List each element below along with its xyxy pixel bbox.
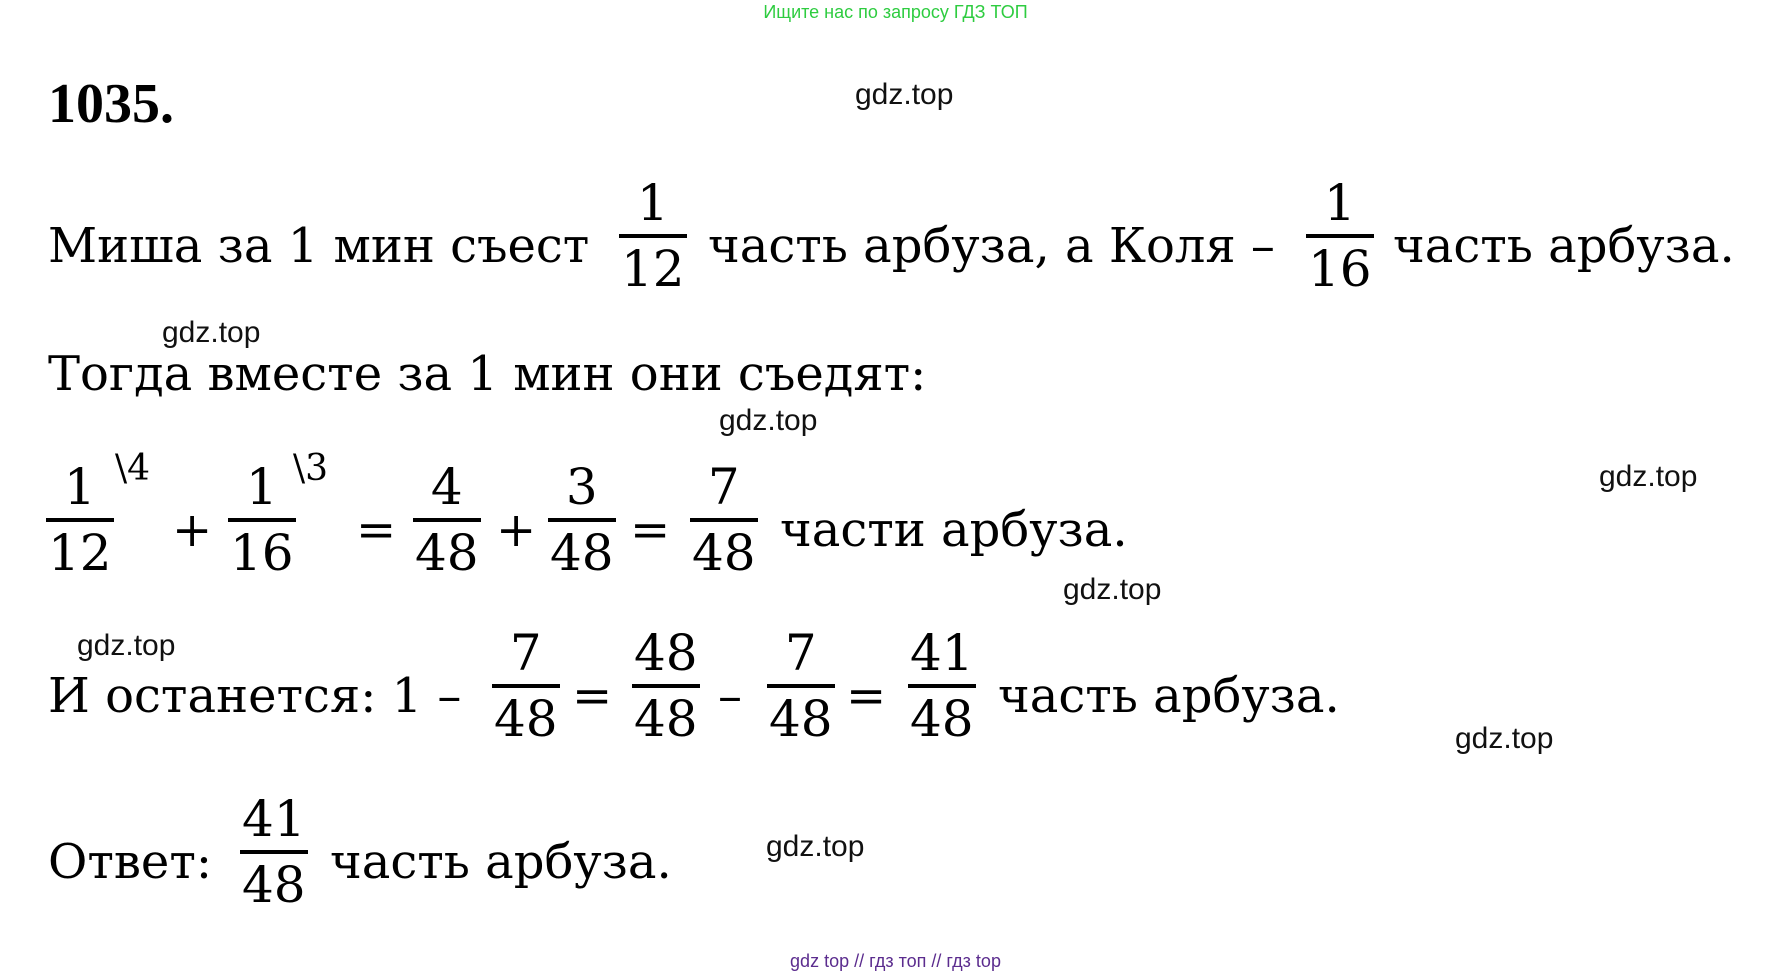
numerator: 1: [63, 458, 96, 516]
numerator: 1: [636, 174, 669, 232]
line1-text-1: Миша за 1 мин съест: [48, 218, 590, 274]
equals-sign: =: [630, 502, 671, 558]
watermark: gdz.top: [162, 316, 261, 349]
denominator: 16: [230, 524, 294, 582]
denominator: 48: [634, 690, 698, 748]
fraction-48-48: [632, 624, 700, 748]
fraction-7-48: [690, 458, 758, 582]
plus-sign: +: [496, 502, 537, 558]
numerator: 48: [634, 624, 698, 682]
watermark: gdz.top: [855, 78, 954, 111]
denominator: 48: [550, 524, 614, 582]
denominator: 16: [1308, 240, 1372, 298]
numerator: 3: [565, 458, 598, 516]
equals-sign: =: [572, 668, 613, 724]
problem-number: 1035.: [48, 73, 174, 135]
watermark: gdz.top: [1063, 573, 1162, 606]
line2-text: Тогда вместе за 1 мин они съедят:: [48, 346, 927, 402]
denominator: 48: [769, 690, 833, 748]
numerator: 1: [1323, 174, 1356, 232]
fraction-7-48: [767, 624, 835, 748]
watermark: gdz.top: [766, 830, 865, 863]
fraction-3-48: [548, 458, 616, 582]
fraction-41-48: [908, 624, 976, 748]
multiplier-4: \4: [115, 448, 151, 489]
numerator: 41: [910, 624, 974, 682]
denominator: 48: [910, 690, 974, 748]
watermark: gdz.top: [1599, 460, 1698, 493]
equals-sign: =: [356, 502, 397, 558]
top-banner: Ищите нас по запросу ГДЗ ТОП: [763, 2, 1028, 22]
denominator: 48: [415, 524, 479, 582]
answer-tail: часть арбуза.: [330, 834, 672, 890]
denominator: 12: [621, 240, 685, 298]
footer-links: gdz top // гдз топ // гдз top: [790, 951, 1001, 971]
numerator: 7: [707, 458, 740, 516]
fraction-1-16: [1306, 174, 1374, 298]
line3-tail: части арбуза.: [780, 502, 1128, 558]
numerator: 4: [430, 458, 463, 516]
fraction-1-12: [46, 458, 114, 582]
denominator: 48: [494, 690, 558, 748]
numerator: 1: [245, 458, 278, 516]
line4-tail: часть арбуза.: [998, 668, 1340, 724]
fraction-4-48: [413, 458, 481, 582]
watermark: gdz.top: [1455, 722, 1554, 755]
watermark: gdz.top: [77, 629, 176, 662]
denominator: 48: [242, 856, 306, 914]
plus-sign: +: [172, 502, 213, 558]
watermark: gdz.top: [719, 404, 818, 437]
denominator: 48: [692, 524, 756, 582]
numerator: 41: [242, 790, 306, 848]
multiplier-3: \3: [293, 448, 329, 489]
line1-text-3: часть арбуза.: [1393, 218, 1735, 274]
fraction-41-48: [240, 790, 308, 914]
line4-head: И останется: 1 –: [48, 668, 462, 724]
numerator: 7: [509, 624, 542, 682]
fraction-1-16: [228, 458, 296, 582]
minus-sign: –: [718, 668, 742, 724]
equals-sign: =: [846, 668, 887, 724]
answer-label: Ответ:: [48, 834, 213, 890]
fraction-1-12: [619, 174, 687, 298]
numerator: 7: [784, 624, 817, 682]
denominator: 12: [48, 524, 112, 582]
line1-text-2: часть арбуза, а Коля –: [708, 218, 1275, 274]
fraction-7-48: [492, 624, 560, 748]
